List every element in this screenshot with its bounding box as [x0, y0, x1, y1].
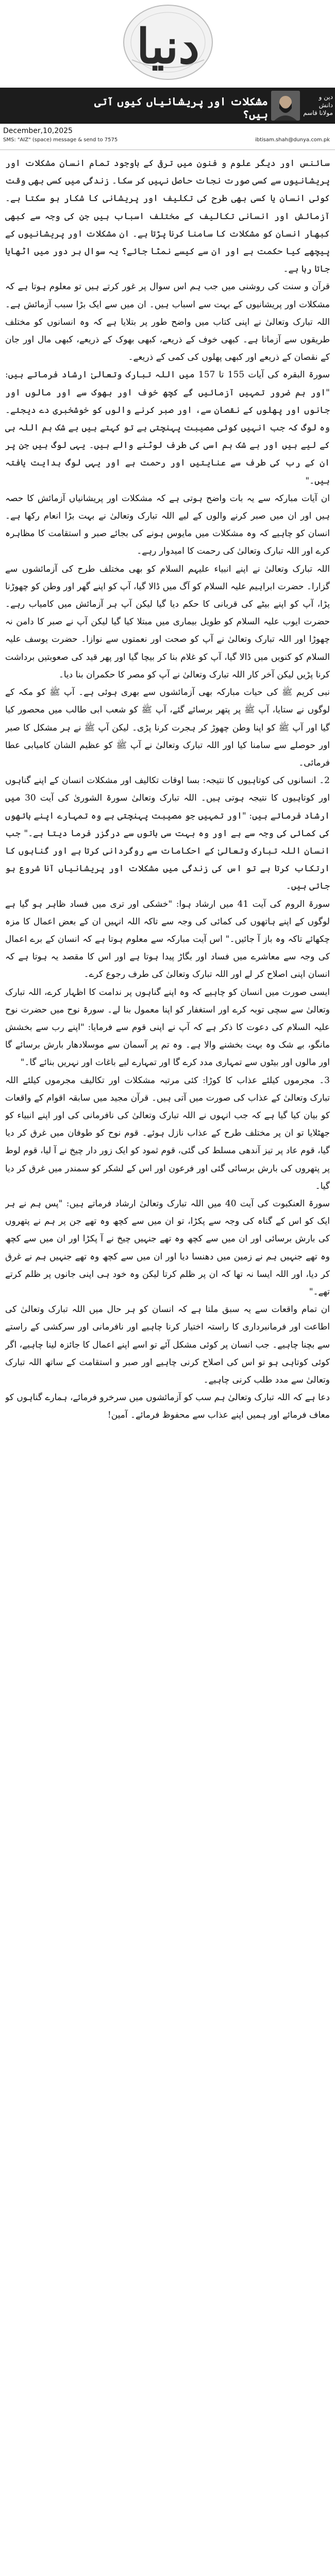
article-paragraph: اللہ تبارک وتعالیٰ نے اپنے انبیاء علیہم السلام کو بھی مختلف طرح کی آزمائشوں سے گزارا۔ حضرت ابراہیم علیہ السلام کو آگ میں ڈالا گیا، آپ کو اپنے گھر اور وطن کو چھوڑنا پڑا، آپ کو اپنے بیٹے کی قربانی کا حکم دیا گیا لیکن آپ ہر آزمائش میں کامیاب رہے۔ حضرت ایوب علیہ السلام کو طویل بیماری میں مبتلا کیا گیا لیکن آپ نے صبر کا دامن نہ چھوڑا اور اللہ تبارک وتعالیٰ نے آپ کو صحت اور نعمتوں سے نوازا۔ حضرت یوسف علیہ السلام کو کنویں میں ڈالا گیا، آپ کو غلام بنا کر بیچا گیا اور پھر قید کی صعوبتیں برداشت کرنا پڑیں لیکن آخر کار اللہ تبارک وتعالیٰ نے آپ کو مصر کا حکمران بنا دیا۔	[5, 563, 330, 680]
author-name: مولانا قاسم	[303, 109, 333, 117]
meta-bar	[0, 124, 335, 150]
article-paragraph: سورۃ العنکبوت کی آیت 40 میں اللہ تبارک وتعالیٰ ارشاد فرماتے ہیں: "پس ہم نے ہر ایک کو اس کے گناہ کی وجہ سے پکڑا، تو ان میں سے کچھ وہ تھے جن پر ہم نے پتھروں کی بارش برسائی اور ان میں سے کچھ وہ تھے جنہیں چیخ نے آ پکڑا اور ان میں سے کچھ وہ تھے جنہیں ہم نے زمین میں دھنسا دیا اور ان میں سے کچھ وہ تھے جنہیں ہم نے غرق کر دیا، اور اللہ ایسا نہ تھا کہ ان پر ظلم کرتا لیکن وہ خود ہی اپنی جانوں پر ظلم کرتے تھے۔"	[5, 1198, 330, 1297]
article-paragraph: ان تمام واقعات سے یہ سبق ملتا ہے کہ انسان کو ہر حال میں اللہ تبارک وتعالیٰ کی اطاعت اور فرمانبرداری کا راستہ اختیار کرنا چاہیے اور نافرمانی اور سرکشی کے راستے سے بچنا چاہیے۔ جب انسان پر کوئی مشکل آئے تو اسے اپنے اعمال کا جائزہ لینا چاہیے، اگر کوئی کوتاہی ہو تو اس کی اصلاح کرنی چاہیے اور صبر و استقامت کے ساتھ اللہ تبارک وتعالیٰ سے مدد طلب کرنی چاہیے۔	[5, 1304, 330, 1386]
sms-subscribe-line: SMS: "AIZ" (space) message & send to 7575	[3, 137, 118, 143]
article-paragraph: 3۔ مجرموں کیلئے عذاب کا کوڑا: کئی مرتبہ مشکلات اور تکالیف مجرموں کیلئے اللہ تبارک وتعالیٰ کے عذاب کی صورت میں آتی ہیں۔ قرآن مجید میں سابقہ اقوام کے واقعات کو بیان کیا گیا ہے کہ جب انہوں نے اللہ تبارک وتعالیٰ کی نافرمانی کی اور اپنے انبیاء کو جھٹلایا تو ان پر مختلف طرح کے عذاب نازل ہوئے۔ قوم نوح کو طوفان میں غرق کر دیا گیا، قوم عاد پر تیز آندھی مسلط کی گئی، قوم ثمود کو ایک زور دار چیخ نے آ لیا، قوم لوط پر پتھروں کی بارش برسائی گئی اور فرعون اور اس کے لشکر کو سمندر میں غرق کر دیا گیا۔	[5, 1075, 330, 1191]
article-paragraph: سورۃ الروم کی آیت 41 میں ارشاد ہوا: "خشکی اور تری میں فساد ظاہر ہو گیا ہے لوگوں کے اپنے ہاتھوں کی کمائی کی وجہ سے تاکہ اللہ انہیں ان کے بعض اعمال کا مزہ چکھائے تاکہ وہ باز آ جائیں۔" اس آیت مبارکہ سے معلوم ہوتا ہے کہ انسان کے برے اعمال کی وجہ سے معاشرے میں فساد اور بگاڑ پیدا ہوتا ہے اور اس کا مقصد یہ ہوتا ہے کہ انسان اپنی اصلاح کر لے اور اللہ تبارک وتعالیٰ کی طرف رجوع کرے۔	[5, 899, 330, 980]
newspaper-logo[interactable]	[122, 3, 214, 81]
author-avatar	[271, 91, 300, 121]
article-paragraph: ایسی صورت میں انسان کو چاہیے کہ وہ اپنے گناہوں پر ندامت کا اظہار کرے، اللہ تبارک وتعالیٰ سے سچی توبہ کرے اور استغفار کو اپنا معمول بنا لے۔ سورۃ نوح میں حضرت نوح علیہ السلام کی دعوت کا ذکر ہے کہ آپ نے اپنی قوم سے فرمایا: "اپنے رب سے بخشش مانگو، بے شک وہ بہت بخشنے والا ہے۔ وہ تم پر آسمان سے موسلادھار بارش برسائے گا اور مالوں اور بیٹوں سے تمہاری مدد کرے گا اور تمہارے لیے باغات اور نہریں بنائے گا۔"	[5, 987, 330, 1068]
article-paragraph: سائنس اور دیگر علوم و فنون میں ترقی کے باوجود تمام انسان مشکلات اور پریشانیوں سے کسی صورت نجات حاصل نہیں کر سکا۔ زندگی میں کسی بھی وقت کوئی انسان یا کسی بھی طرح کی تکلیف اور پریشانی کا شکار ہو سکتا ہے۔ آزمائش اور انسانی تکالیف کے مختلف اسباب ہیں جن کی وجہ سے کبھی کبھار انسان کو مشکلات کا سامنا کرنا پڑتا ہے۔ ان مشکلات اور پریشانیوں کے پیچھے کیا حکمت ہے اور ان سے کیسے نمٹا جائے؟ یہ سوال ہر دور میں اٹھایا جاتا رہا ہے۔	[5, 158, 330, 275]
publish-date: December,10,2025	[3, 127, 73, 135]
logo-text: دنیا	[136, 19, 200, 74]
article-paragraph: قرآن و سنت کی روشنی میں جب ہم اس سوال پر غور کرتے ہیں تو معلوم ہوتا ہے کہ مشکلات اور پریشانیوں کے بہت سے اسباب ہیں۔ ان میں سے ایک بڑا سبب آزمائش ہے۔ اللہ تبارک وتعالیٰ نے اپنی کتاب میں واضح طور پر بتلایا ہے کہ وہ انسانوں کو مختلف طریقوں سے آزماتا ہے۔ کبھی خوف کے ذریعے، کبھی بھوک کے ذریعے، کبھی مال اور جان کے نقصان کے ذریعے اور کبھی پھلوں کی کمی کے ذریعے۔	[5, 281, 330, 363]
article-paragraph: ان آیات مبارکہ سے یہ بات واضح ہوتی ہے کہ مشکلات اور پریشانیاں آزمائش کا حصہ ہیں اور ان میں صبر کرنے والوں کے لیے اللہ تبارک وتعالیٰ نے بہت بڑا انعام رکھا ہے۔ انسان کو چاہیے کہ وہ مشکلات میں مایوس ہونے کی بجائے صبر و استقامت کا مظاہرہ کرے اور اللہ تبارک وتعالیٰ کی رحمت کا امیدوار رہے۔	[5, 493, 330, 557]
column-banner	[0, 88, 335, 124]
article-paragraph: 2۔ انسانوں کی کوتاہیوں کا نتیجہ: بسا اوقات تکالیف اور مشکلات انسان کے اپنے گناہوں اور کوتاہیوں کا نتیجہ ہوتی ہیں۔ اللہ تبارک وتعالیٰ سورۃ الشوریٰ کی آیت 30 میں ارشاد فرماتے ہیں: "اور تمہیں جو مصیبت پہنچتی ہے وہ تمہارے اپنے ہاتھوں کی کمائی کی وجہ سے ہے اور وہ بہت سی باتوں سے درگزر فرما دیتا ہے۔" جب انسان اللہ تبارک وتعالیٰ کے احکامات سے روگردانی کرتا ہے اور گناہوں کا ارتکاب کرتا ہے تو اس کی زندگی میں مشکلات اور پریشانیاں آنا شروع ہو جاتی ہیں۔	[5, 775, 330, 892]
article-body	[5, 155, 330, 2567]
column-name: دین و دانش	[319, 93, 333, 109]
article-paragraph: دعا ہے کہ اللہ تبارک وتعالیٰ ہم سب کو آزمائشوں میں سرخرو فرمائے، ہمارے گناہوں کو معاف فرمائے اور ہمیں اپنے عذاب سے محفوظ فرمائے۔ آمین!	[5, 1392, 330, 1421]
article-paragraph: نبی کریم ﷺ کی حیات مبارکہ بھی آزمائشوں سے بھری ہوئی ہے۔ آپ ﷺ کو مکہ کے لوگوں نے ستایا، آپ ﷺ پر پتھر برسائے گئے، آپ ﷺ کو شعب ابی طالب میں محصور کیا گیا اور آپ ﷺ کو اپنا وطن چھوڑ کر ہجرت کرنا پڑی۔ لیکن آپ ﷺ نے ہر مشکل کا صبر اور حوصلے سے سامنا کیا اور اللہ تبارک وتعالیٰ نے آپ ﷺ کو عظیم الشان کامیابی عطا فرمائی۔	[5, 687, 330, 768]
author-portrait-icon	[271, 91, 300, 121]
article-headline: مشکلات اور پریشانیاں کیوں آتی ہیں؟	[94, 95, 268, 121]
masthead	[0, 0, 335, 88]
article-paragraph: سورۃ البقرہ کی آیات 155 تا 157 میں اللہ تبارک وتعالیٰ ارشاد فرماتے ہیں: "اور ہم ضرور تمہیں آزمائیں گے کچھ خوف اور بھوک سے اور مالوں اور جانوں اور پھلوں کے نقصان سے، اور صبر کرنے والوں کو خوشخبری دے دیجئے۔ وہ لوگ کہ جب انہیں کوئی مصیبت پہنچتی ہے تو کہتے ہیں بے شک ہم اللہ ہی کے لیے ہیں اور بے شک ہم اسی کی طرف لوٹنے والے ہیں۔ یہی لوگ ہیں جن پر ان کے رب کی طرف سے عنایتیں اور رحمت ہے اور یہی لوگ ہدایت یافتہ ہیں۔"	[5, 370, 330, 486]
author-email[interactable]: ibtisam.shah@dunya.com.pk	[255, 137, 330, 143]
